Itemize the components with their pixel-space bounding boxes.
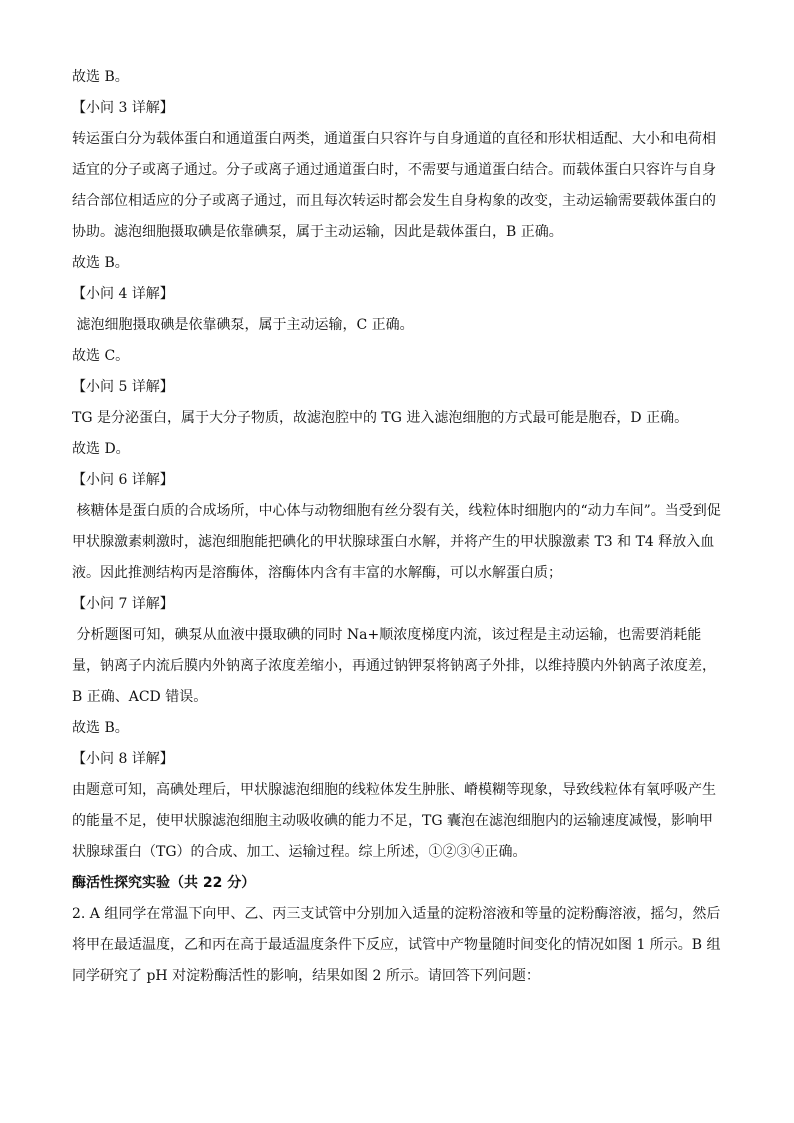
text-line: 故选 D。 xyxy=(72,441,130,457)
subquestion-heading: 【小问 7 详解】 xyxy=(72,596,174,612)
text-line: 量，钠离子内流后膜内外钠离子浓度差缩小，再通过钠钾泵将钠离子外排，以维持膜内外钠离子浓度差， xyxy=(72,658,716,674)
text-line: 滤泡细胞摄取碘是依靠碘泵，属于主动运输，C 正确。 xyxy=(72,317,414,333)
subquestion-heading: 【小问 4 详解】 xyxy=(72,286,174,302)
text-line: 分析题图可知，碘泵从血液中摄取碘的同时 Na+顺浓度梯度内流，该过程是主动运输，也需要消耗能 xyxy=(72,627,702,643)
text-line: 协助。滤泡细胞摄取碘是依靠碘泵，属于主动运输，因此是载体蛋白，B 正确。 xyxy=(72,224,563,240)
text-line: 的能量不足，使甲状腺滤泡细胞主动吸收碘的能力不足，TG 囊泡在滤泡细胞内的运输速度减慢，影响甲 xyxy=(72,813,713,829)
question-line: 2. A 组同学在常温下向甲、乙、丙三支试管中分别加入适量的淀粉溶液和等量的淀粉酶溶液，摇匀，然后 xyxy=(72,906,721,922)
subquestion-heading: 【小问 8 详解】 xyxy=(72,751,174,767)
subquestion-heading: 【小问 6 详解】 xyxy=(72,472,174,488)
text-line: B 正确、ACD 错误。 xyxy=(72,689,208,705)
question-line: 同学研究了 pH 对淀粉酶活性的影响，结果如图 2 所示。请回答下列问题： xyxy=(72,968,540,984)
text-line: 结合部位相适应的分子或离子通过，而且每次转运时都会发生自身构象的改变，主动运输需要载体蛋白的 xyxy=(72,193,716,209)
text-line: 由题意可知，高碘处理后，甲状腺滤泡细胞的线粒体发生肿胀、嵴模糊等现象，导致线粒体有氧呼吸产生 xyxy=(72,782,716,798)
text-line: 故选 C。 xyxy=(72,348,130,364)
text-line: TG 是分泌蛋白，属于大分子物质，故滤泡腔中的 TG 进入滤泡细胞的方式最可能是胞吞，D 正确。 xyxy=(72,410,689,426)
text-line: 液。因此推测结构丙是溶酶体，溶酶体内含有丰富的水解酶，可以水解蛋白质； xyxy=(72,565,562,581)
question-line: 将甲在最适温度，乙和丙在高于最适温度条件下反应，试管中产物量随时间变化的情况如图 1 所示。B 组 xyxy=(72,937,721,953)
text-line: 故选 B。 xyxy=(72,720,129,736)
text-line: 状腺球蛋白（TG）的合成、加工、运输过程。综上所述，①②③④正确。 xyxy=(72,844,527,860)
document-page xyxy=(72,62,724,992)
subquestion-heading: 【小问 3 详解】 xyxy=(72,100,174,116)
text-line: 故选 B。 xyxy=(72,255,129,271)
text-line: 故选 B。 xyxy=(72,69,129,85)
section-title: 酶活性探究实验（共 22 分） xyxy=(72,875,256,891)
text-line: 转运蛋白分为载体蛋白和通道蛋白两类，通道蛋白只容许与自身通道的直径和形状相适配、大小和电荷相 xyxy=(72,131,716,147)
text-line: 适宜的分子或离子通过。分子或离子通过通道蛋白时，不需要与通道蛋白结合。而载体蛋白只容许与自身 xyxy=(72,162,716,178)
text-line: 甲状腺激素刺激时，滤泡细胞能把碘化的甲状腺球蛋白水解，并将产生的甲状腺激素 T3 和 T4 释放入血 xyxy=(72,534,715,550)
subquestion-heading: 【小问 5 详解】 xyxy=(72,379,174,395)
text-line: 核糖体是蛋白质的合成场所，中心体与动物细胞有丝分裂有关，线粒体时细胞内的“动力车间”。当受到促 xyxy=(72,503,721,519)
